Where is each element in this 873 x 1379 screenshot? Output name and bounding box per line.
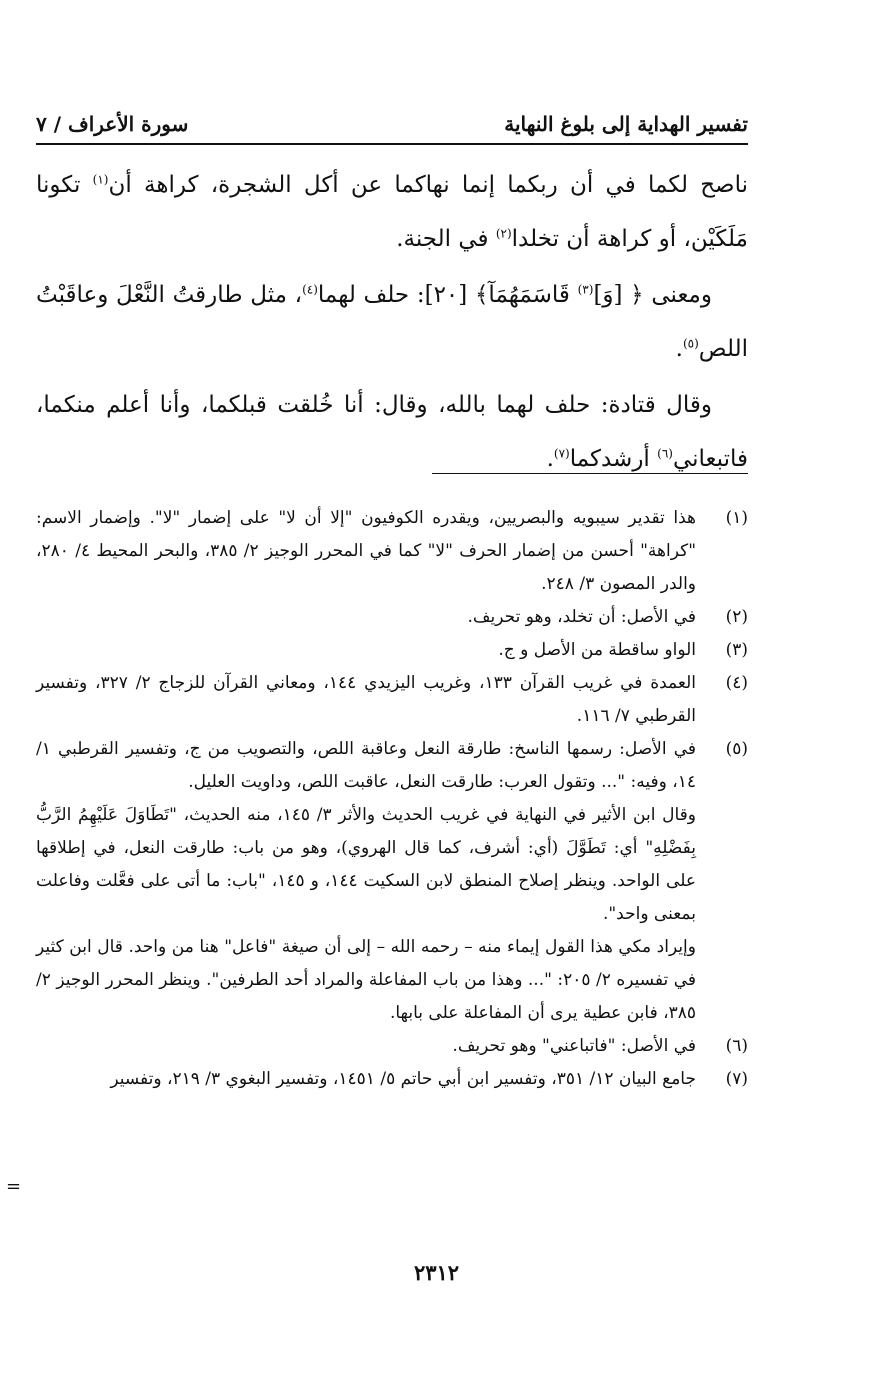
footnote-5: [36, 733, 748, 1030]
footnote-ref-3: (٣): [577, 282, 594, 297]
footnote-ref-2: (٢): [495, 226, 512, 241]
footnote-text: هذا تقدير سيبويه والبصريين، ويقدره الكوفيون "إلا أن لا" على إضمار "لا". وإضمار الاسم: "كراهة" أحسن من إضمار الحرف "لا" كما في المحرر الوجيز ٢/ ٣٨٥، والبحر المحيط ٤/ ٢٨٠، والدر المصون ٣/ ٢٤٨.: [36, 508, 697, 594]
footnote-3: [36, 634, 748, 667]
footnote-text: الواو ساقطة من الأصل و ج.: [498, 640, 696, 660]
footnote-text: جامع البيان ١٢/ ٣٥١، وتفسير ابن أبي حاتم ٥/ ١٤٥١، وتفسير البغوي ٣/ ٢١٩، وتفسير: [110, 1069, 696, 1089]
footnote-text: العمدة في غريب القرآن ١٣٣، وغريب اليزيدي ١٤٤، ومعاني القرآن للزجاج ٢/ ٣٢٧، وتفسير القرطبي ٧/ ١١٦.: [36, 673, 696, 726]
footnote-2: [36, 601, 748, 634]
footnote-separator: [432, 473, 748, 474]
main-paragraph-2: ومعنى ﴿ [وَ]$^{(٣)}$ قَاسَمَهُمَآ﴾ [٢٠]: حلف لهما$^{(٤)}$، مثل طارقتُ النَّعْلَ وعاقَبْتُ اللص$^{(٥)}$.: [36, 282, 748, 362]
footnote-text: وقال ابن الأثير في النهاية في غريب الحديث والأثر ٣/ ١٤٥، منه الحديث، "تَطَاوَلَ عَلَيْهِمُ الرَّبُّ بِفَضْلِهِ" أي: تَطَوَّلَ (أي: أشرف، كما قال الهروي)، وهو من باب: طارقت النعل، في إطلاقها على الواحد. وينظر إصلاح المنطق لابن السكيت ١٤٤، و ١٤٥، "باب: ما أتى على فعَّلت وفاعلت بمعنى واحد".: [36, 805, 696, 924]
footnote-number: (٦): [725, 1036, 748, 1056]
footnote-number: (٤): [725, 673, 748, 693]
footnote-number: (٢): [725, 607, 748, 627]
footnote-number: (٧): [725, 1069, 748, 1089]
main-paragraph-3: وقال قتادة: حلف لهما بالله، وقال: أنا خُلقت قبلكما، وأنا أعلم منكما، فاتبعاني$^{(٦)}$ أرشدكما$^{(٧)}$.: [36, 392, 748, 472]
header-book-title: تفسير الهداية إلى بلوغ النهاية: [504, 112, 748, 136]
continuation-mark: =: [6, 1176, 22, 1197]
footnote-text: في الأصل: "فاتباعني" وهو تحريف.: [452, 1036, 696, 1056]
footnote-1: [36, 502, 748, 601]
main-text: [36, 158, 748, 486]
footnote-number: (١): [725, 508, 748, 528]
footnote-ref-4: (٤): [302, 282, 318, 297]
footnote-ref-7: (٧): [553, 446, 570, 461]
footnote-number: (٥): [725, 739, 748, 759]
footnote-6: [36, 1030, 748, 1063]
footnote-text: في الأصل: رسمها الناسخ: طارقة النعل وعاقبة اللص، والتصويب من ج، وتفسير القرطبي ١/ ١٤، وفيه: "... وتقول العرب: طارقت النعل، عاقبت اللص، وداويت العليل.: [36, 739, 696, 792]
footnote-text: وإيراد مكي هذا القول إيماء منه – رحمه الله – إلى أن صيغة "فاعل" هنا من واحد. قال ابن كثير في تفسيره ٢/ ٢٠٥: "... وهذا من باب المفاعلة والمراد أحد الطرفين". وينظر المحرر الوجيز ٢/ ٣٨٥، فابن عطية يرى أن المفاعلة على بابها.: [36, 937, 696, 1023]
footnote-text: في الأصل: أن تخلد، وهو تحريف.: [467, 607, 696, 627]
footnote-ref-5: (٥): [682, 336, 699, 351]
footnotes: [36, 502, 748, 1096]
footnote-ref-1: (١): [92, 172, 109, 187]
footnote-7: [36, 1063, 748, 1096]
header-rule: [36, 143, 748, 145]
header-surah: سورة الأعراف / ٧: [36, 112, 189, 136]
footnote-ref-6: (٦): [657, 446, 673, 461]
footnote-number: (٣): [725, 640, 748, 660]
page-number: ٢٣١٢: [413, 1260, 460, 1285]
running-header: [36, 96, 748, 136]
footnote-4: [36, 667, 748, 733]
main-paragraph-1: ناصح لكما في أن ربكما إنما نهاكما عن أكل الشجرة، كراهة أن$^{(١)}$ تكونا مَلَكَيْن، أو كراهة أن تخلدا$^{(٢)}$ في الجنة.: [36, 172, 748, 252]
